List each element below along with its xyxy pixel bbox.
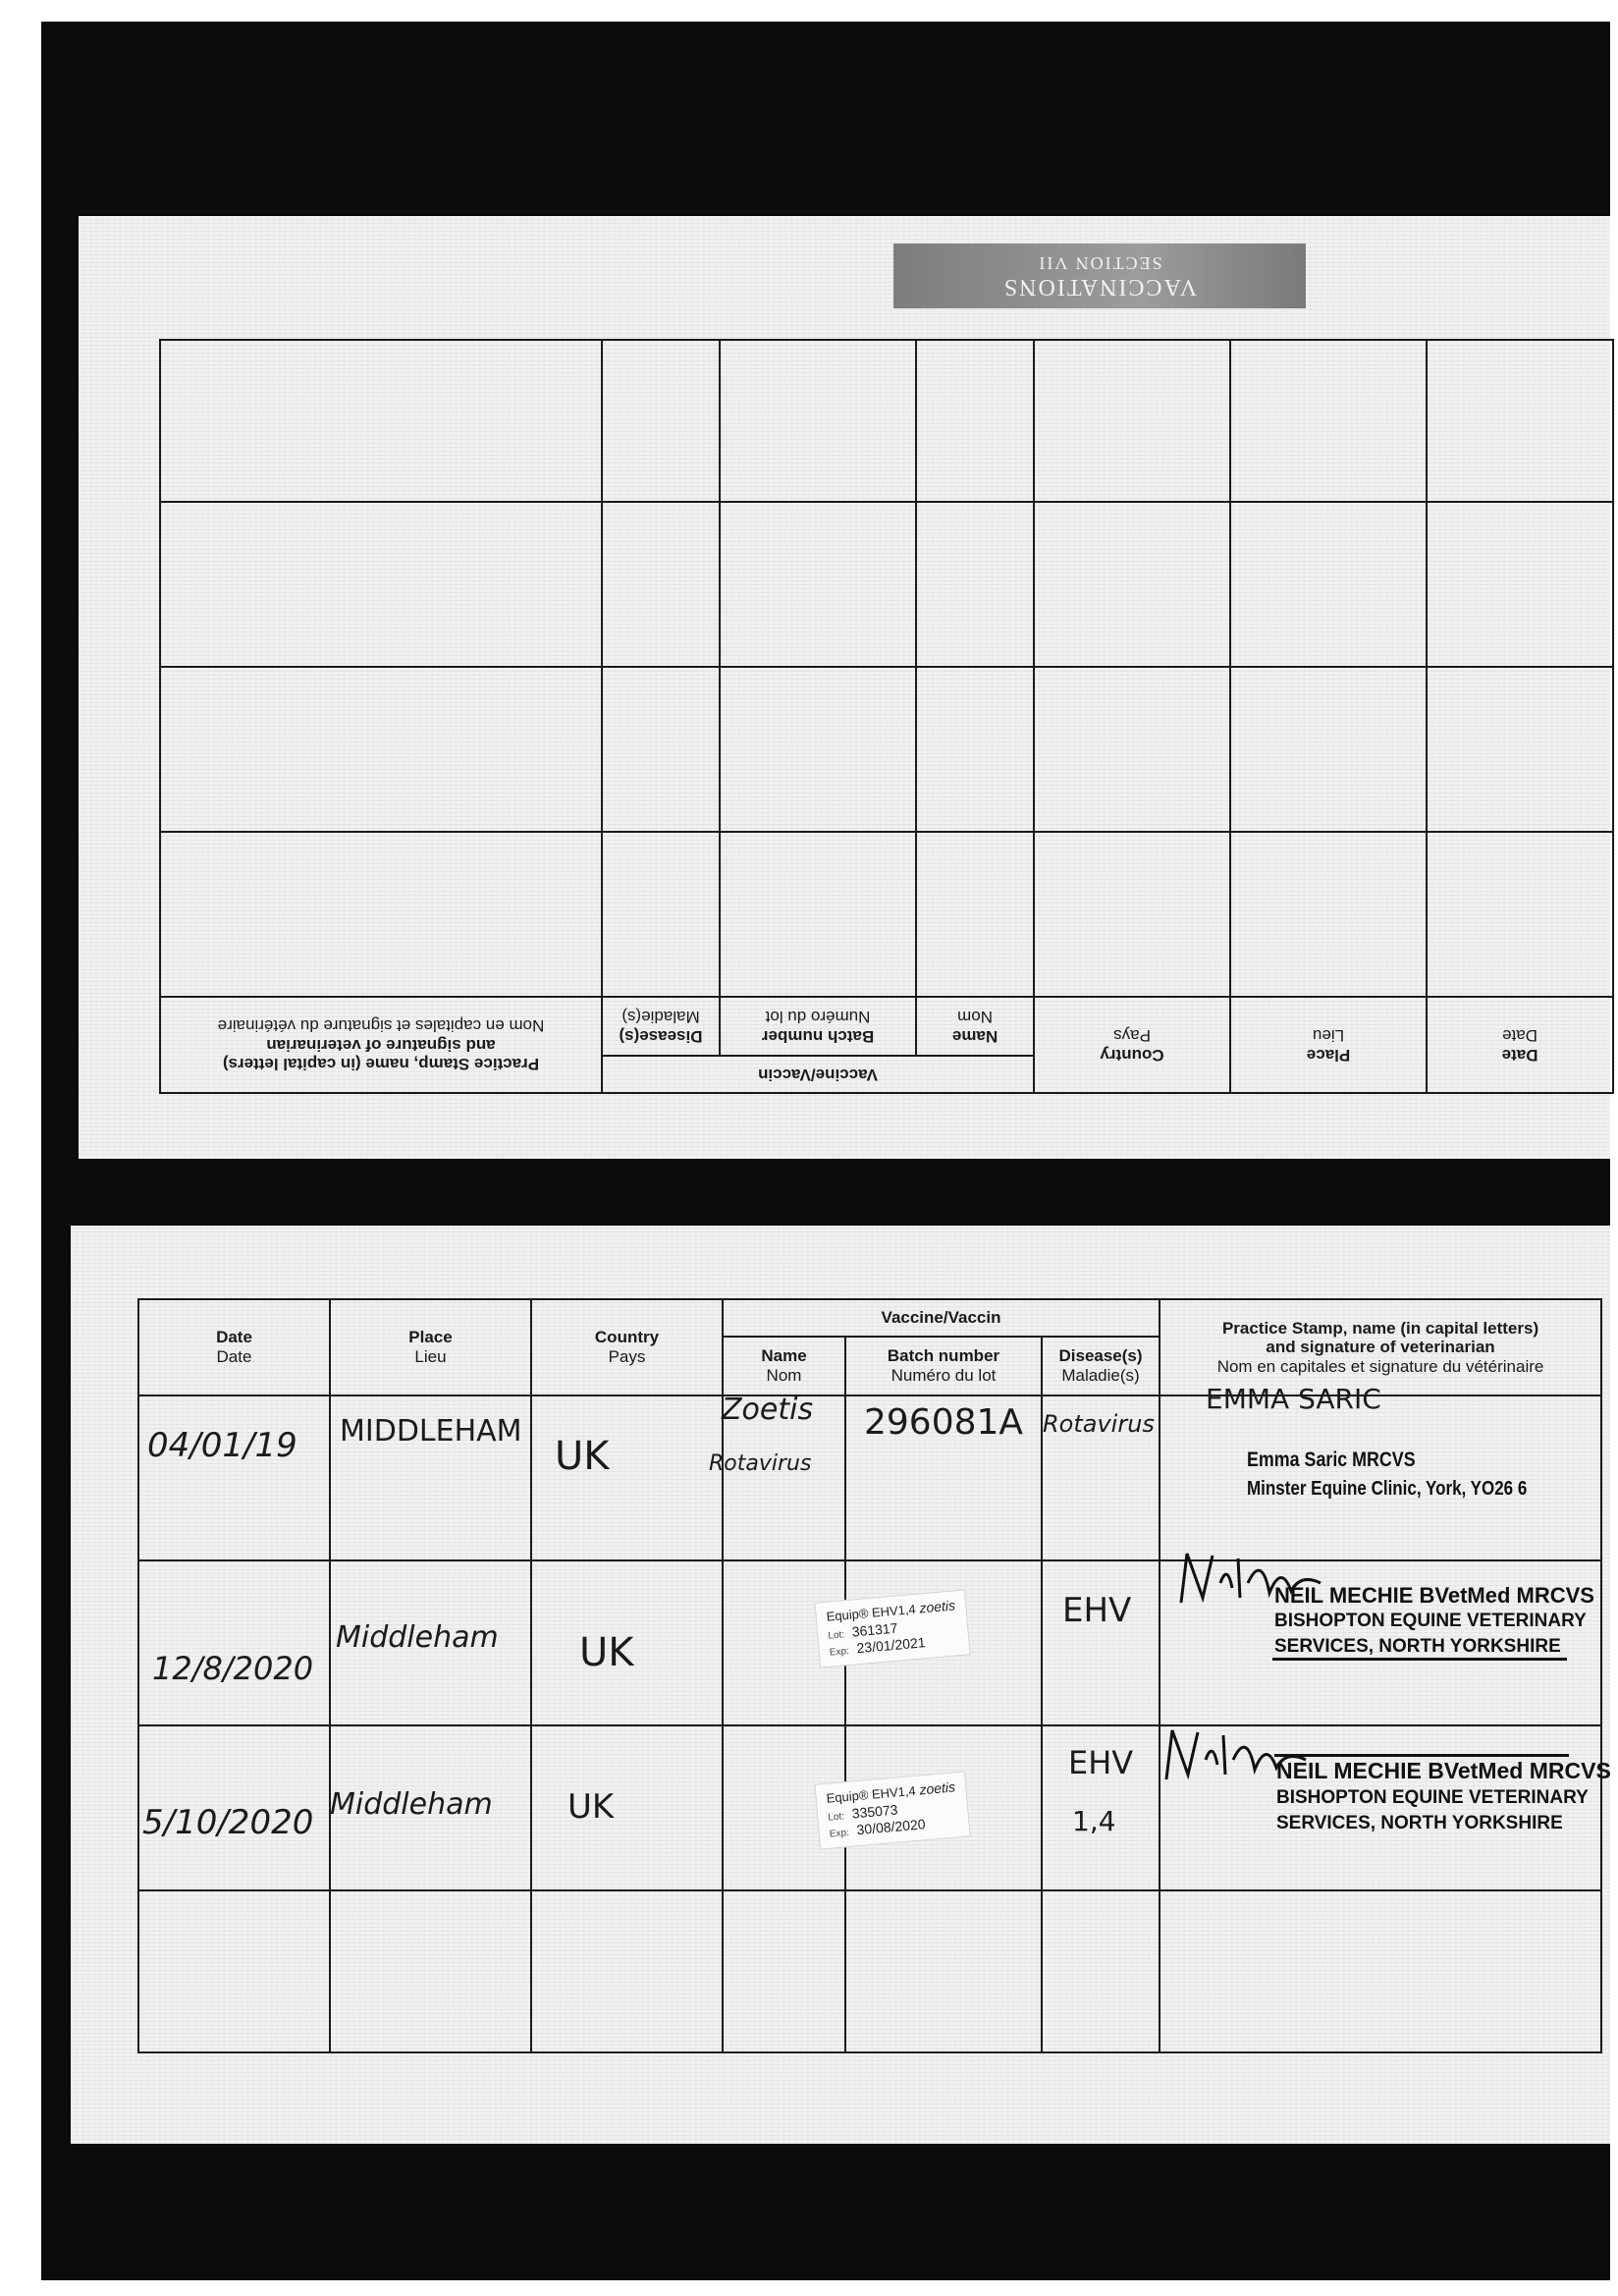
row2-label-brand: Equip® EHV1,4 (826, 1601, 917, 1624)
row3-stamp-overline (1274, 1754, 1569, 1757)
row2-label-exp-key: Exp: (829, 1645, 850, 1659)
top-header-row-1 (160, 1056, 1613, 1093)
header-disease: Disease(s) Maladie(s) (1042, 1337, 1160, 1395)
top-header-name: Name Nom (916, 997, 1034, 1056)
row1-vet-capitals: EMMA SARIC (1206, 1383, 1381, 1415)
row2-stamp-line-3: SERVICES, NORTH YORKSHIRE (1274, 1636, 1561, 1657)
header-stamp: Practice Stamp, name (in capital letters) and signature of veterinarian Nom en capitales et signature du vétérinaire (1160, 1299, 1601, 1395)
row2-label-lot: 361317 (851, 1619, 899, 1640)
row3-label-lot: 335073 (851, 1801, 899, 1822)
top-table-row (160, 832, 1613, 997)
header-date: Date Date (138, 1299, 330, 1395)
row2-stamp-underline (1272, 1658, 1567, 1661)
row1-vaccine-name-2: Rotavirus (709, 1451, 812, 1476)
section-title: VACCINATIONS (1001, 274, 1198, 300)
top-header-place: Place Lieu (1230, 997, 1427, 1093)
row1-country: UK (555, 1434, 610, 1479)
header-batch: Batch number Numéro du lot (845, 1337, 1042, 1395)
row3-stamp-line-2: BISHOPTON EQUINE VETERINARY (1276, 1787, 1589, 1808)
row3-date: 5/10/2020 (142, 1803, 314, 1842)
row2-label-exp: 23/01/2021 (855, 1634, 927, 1657)
top-header-date: Date Date (1427, 997, 1613, 1093)
top-table-row (160, 340, 1613, 502)
row3-label-exp-key: Exp: (829, 1827, 850, 1840)
row2-country: UK (579, 1630, 634, 1675)
row3-stamp-line-3: SERVICES, NORTH YORKSHIRE (1276, 1813, 1563, 1833)
row3-disease-1: EHV (1068, 1744, 1134, 1781)
header-row-1 (138, 1299, 1601, 1337)
top-header-batch: Batch number Numéro du lot (720, 997, 916, 1056)
row3-stamp-line-1: NEIL MECHIE BVetMed MRCVS (1276, 1758, 1611, 1783)
row1-batch: 296081A (864, 1402, 1024, 1443)
row2-place: Middleham (336, 1620, 499, 1655)
row3-place: Middleham (330, 1787, 493, 1822)
row1-stamp-line-1: Emma Saric MRCVS (1247, 1449, 1416, 1471)
header-country: Country Pays (531, 1299, 723, 1395)
row2-stamp-line-2: BISHOPTON EQUINE VETERINARY (1274, 1611, 1587, 1631)
header-place: Place Lieu (330, 1299, 531, 1395)
row1-stamp-line-2: Minster Equine Clinic, York, YO26 6 (1247, 1478, 1528, 1500)
row3-label-exp: 30/08/2020 (855, 1816, 927, 1838)
row3-label-lot-key: Lot: (827, 1810, 845, 1824)
row3-country: UK (567, 1787, 615, 1827)
row1-disease: Rotavirus (1043, 1410, 1155, 1438)
row3-label-brand: Equip® EHV1,4 (826, 1782, 917, 1806)
row2-label-lot-key: Lot: (827, 1628, 845, 1642)
top-header-country: Country Pays (1034, 997, 1230, 1093)
row2-vaccine-label-sticker (814, 1589, 970, 1667)
table-row (138, 1890, 1601, 2052)
header-name: Name Nom (723, 1337, 845, 1395)
row3-label-maker: zoetis (918, 1778, 956, 1798)
row1-place: MIDDLEHAM (340, 1414, 522, 1449)
section-subtitle: SECTION VII (1037, 253, 1162, 273)
top-header-stamp: Practice Stamp, name (in capital letters) and signature of veterinarian Nom en capitales et signature du vétérinaire (160, 997, 602, 1093)
top-table-row (160, 502, 1613, 667)
section-header-band (893, 244, 1306, 308)
row1-vaccine-name-1: Zoetis (722, 1393, 814, 1427)
header-vaccine-group: Vaccine/Vaccin (723, 1299, 1160, 1337)
row1-date: 04/01/19 (147, 1426, 297, 1465)
top-header-disease: Disease(s) Maladie(s) (602, 997, 720, 1056)
row2-date: 12/8/2020 (152, 1650, 314, 1687)
row2-stamp-line-1: NEIL MECHIE BVetMed MRCVS (1274, 1583, 1594, 1608)
top-table-row (160, 667, 1613, 832)
top-header-vaccine-group: Vaccine/Vaccin (602, 1056, 1034, 1093)
row2-label-maker: zoetis (918, 1597, 956, 1616)
row2-disease: EHV (1062, 1591, 1132, 1630)
row3-vaccine-label-sticker (814, 1771, 970, 1849)
row3-disease-2: 1,4 (1072, 1805, 1116, 1837)
top-vaccination-table (159, 339, 1614, 1094)
